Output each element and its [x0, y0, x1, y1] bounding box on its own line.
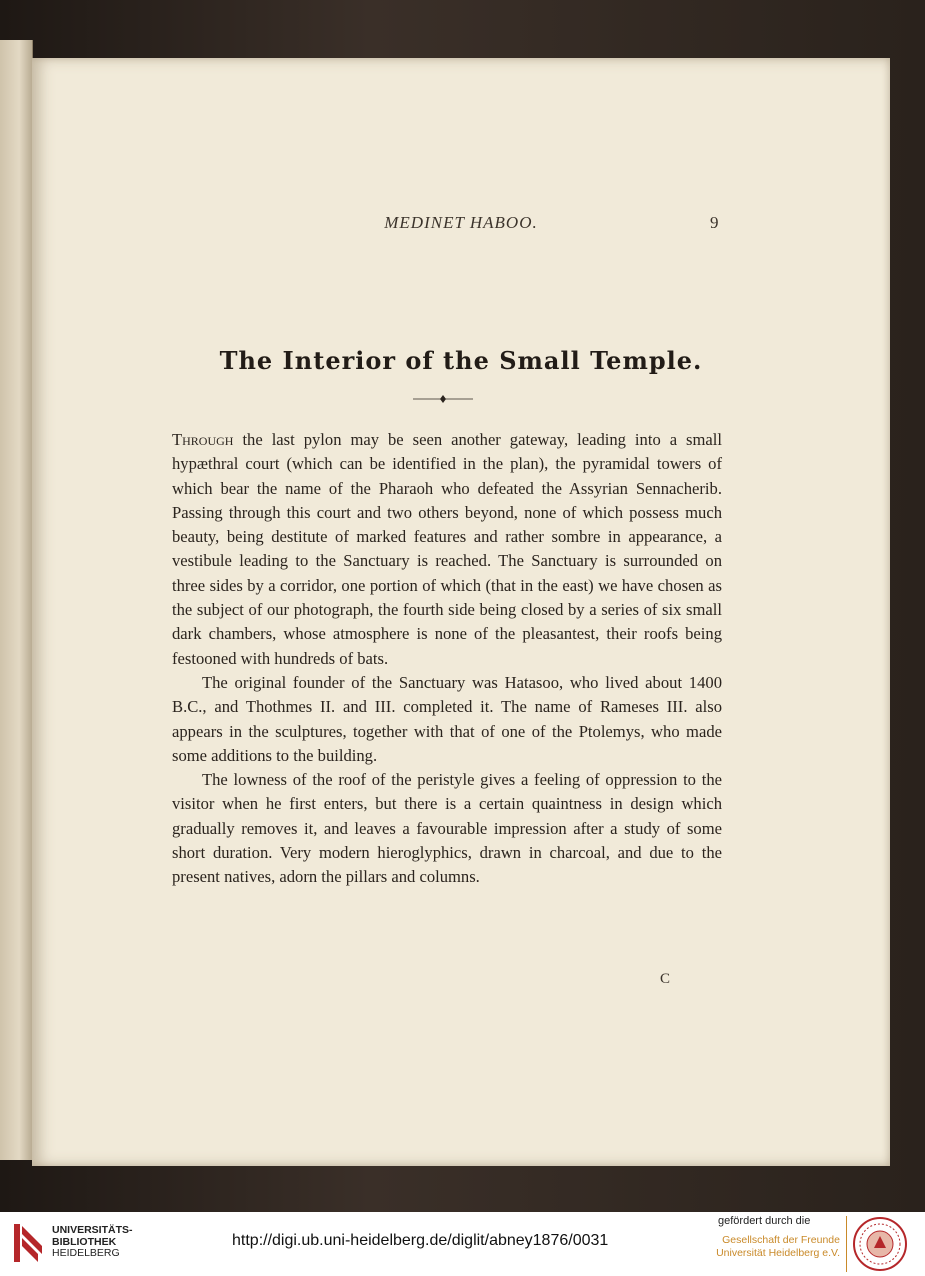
footer-bar: [0, 1212, 925, 1276]
paragraph-2: The original founder of the Sanctuary was Hatasoo, who lived about 1400 B.C., and Thothmes II. and III. completed it. The name of Rameses III. also appears in the sculptures, together with that of one of the Ptolemys, who made some additions to the building.: [172, 672, 722, 765]
ornament-rule-icon: [413, 394, 473, 404]
left-page-edge: [0, 40, 33, 1160]
book-page: [32, 58, 890, 1166]
paragraph-1-text: the last pylon may be seen another gateway, leading into a small hypæthral court (which can be identified in the plan), the pyramidal towers of which bear the name of the Pharaoh who defeated the Assyrian Sennacherib. Passing through this court and two others beyond, none of which possess much beauty, being destitute of marked features and rather sombre in appearance, a vestibule leading to the Sanctuary is reached. The Sanctuary is surrounded on three sides by a corridor, one portion of which (that in the east) we have chosen as the subject of our photograph, the fourth side being closed by a series of six small dark chambers, whose atmosphere is none of the pleasantest, their roofs being festooned with hundreds of bats.: [172, 430, 722, 668]
society-line-1: Gesellschaft der Freunde: [722, 1234, 840, 1246]
library-name[interactable]: [52, 1225, 133, 1260]
society-name[interactable]: [690, 1234, 840, 1259]
permalink-url[interactable]: http://digi.ub.uni-heidelberg.de/diglit/abney1876/0031: [232, 1232, 609, 1249]
chapter-title: The Interior of the Small Temple.: [219, 346, 703, 375]
paragraph-3: The lowness of the roof of the peristyle gives a feeling of oppression to the visitor when he first enters, but there is a certain quaintness in design which gradually removes it, and leaves a favourable impression after a study of some short duration. Very modern hieroglyphics, drawn in charcoal, and due to the present natives, adorn the pillars and columns.: [172, 770, 722, 887]
running-head: MEDINET HABOO.: [384, 213, 538, 232]
page-number: 9: [710, 213, 719, 232]
society-line-2: Universität Heidelberg e.V.: [716, 1246, 840, 1259]
signature-mark: C: [660, 971, 671, 987]
footer-divider: [846, 1216, 847, 1272]
paragraph-1: [172, 428, 722, 671]
library-logo-icon[interactable]: [12, 1220, 46, 1266]
university-seal-icon[interactable]: [852, 1216, 908, 1272]
funded-by-label: gefördert durch die: [718, 1215, 811, 1227]
library-line-3: HEIDELBERG: [52, 1247, 120, 1259]
library-line-2: BIBLIOTHEK: [52, 1235, 117, 1248]
drop-lead-word: Through: [172, 430, 234, 449]
body-text: [172, 428, 722, 890]
library-line-1: UNIVERSITÄTS-: [52, 1224, 133, 1236]
